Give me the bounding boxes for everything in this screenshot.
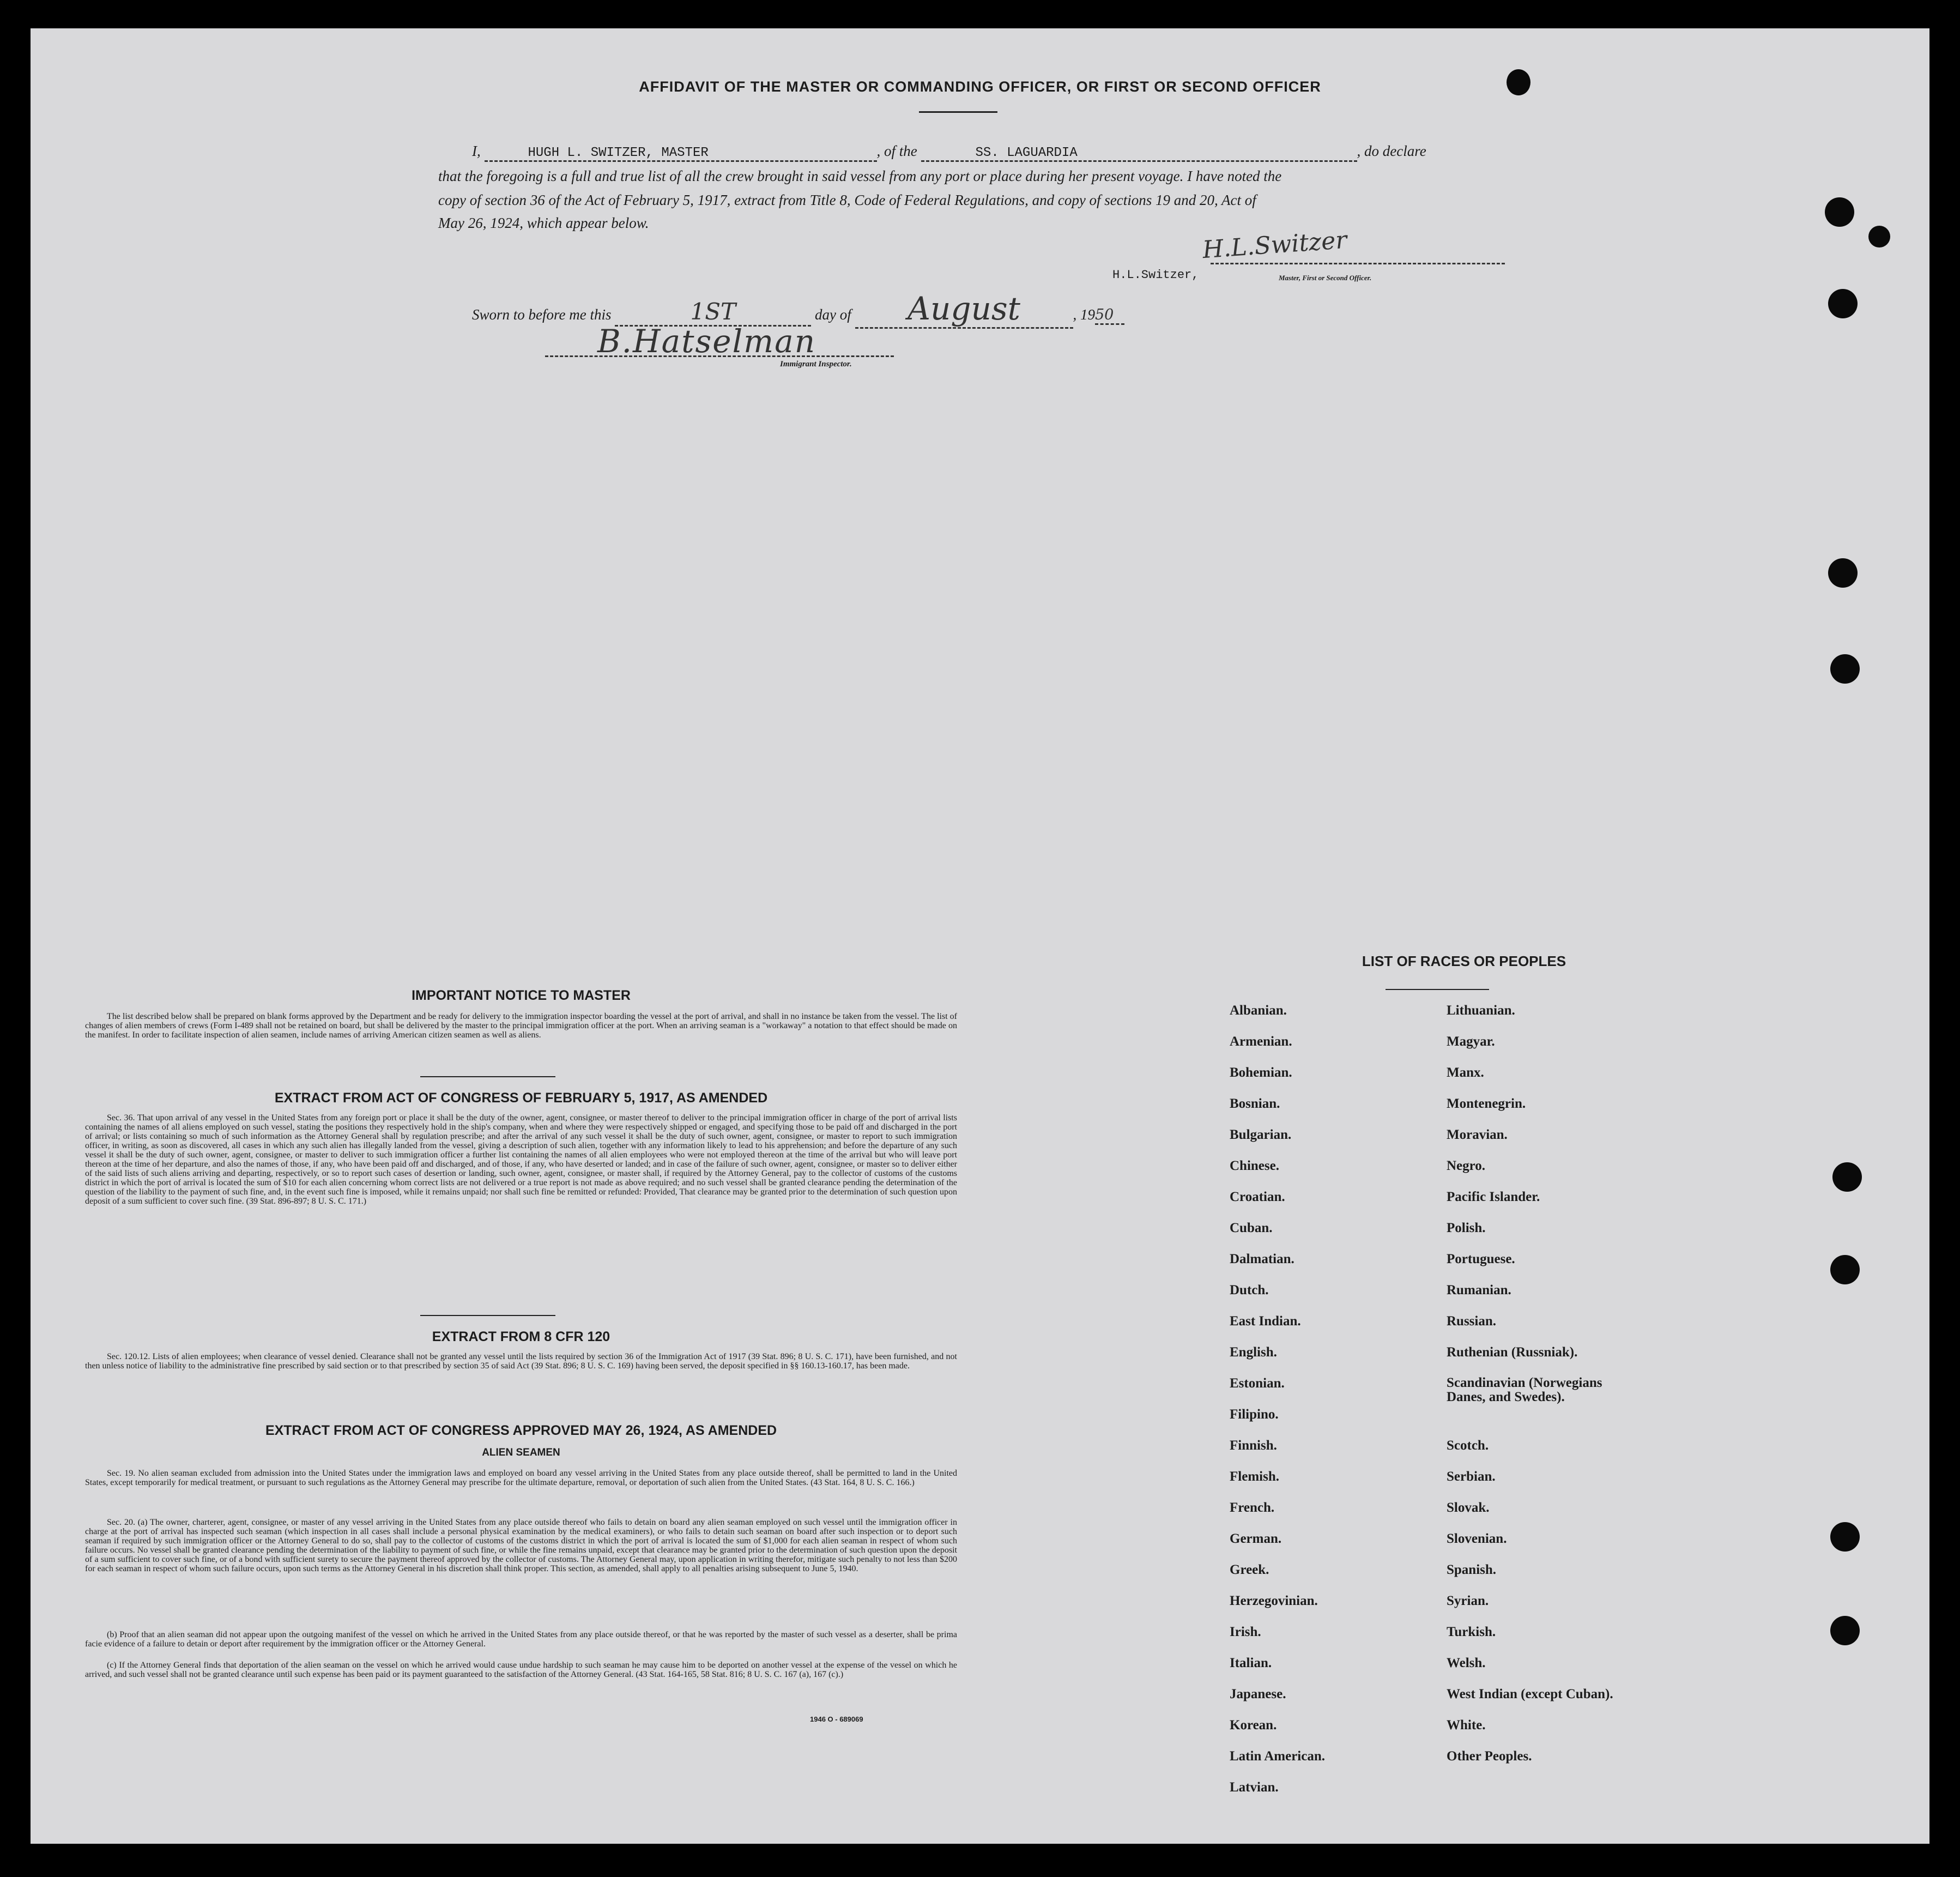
print-code: 1946 O - 689069 [810, 1715, 863, 1723]
year-field [1095, 306, 1124, 325]
declaration-prefix: I, [472, 143, 481, 159]
extract-1924-sec20c: (c) If the Attorney General finds that deportation of the alien seaman on the vessel on which he arrived would cause undue hardship to such seaman he may cause him to be deported on another vessel at the expense of the vessel on which he arrived, and such vessel shall not be granted clearance until such expense has been paid or its payment guaranteed to the satisfaction of the Attorney General. (43 Stat. 164-165, 58 Stat. 816; 8 U. S. C. 167 (a), 167 (c).) [85, 1661, 957, 1679]
declaration-line-4: May 26, 1924, which appear below. [438, 215, 649, 231]
race-item: Dutch. [1230, 1283, 1269, 1297]
notice-text: The list described below shall be prepared on blank forms approved by the Department and be ready for delivery to the immigration inspector boarding the vessel at the port of arrival, and shall in no instance be taken from the vessel. The list of changes of alien members of crews (Form I-489 shall not be retained on board, but shall be delivered by the master to the principal immigration officer at the port. When an arriving seaman is a "workaway" a notation to that effect should be made on the manifest. In order to facilitate inspection of alien seamen, include names of arriving American citizen seamen as well as aliens. [85, 1012, 957, 1040]
race-item: Magyar. [1447, 1034, 1495, 1049]
extract-1924-subheading: ALIEN SEAMEN [482, 1447, 560, 1458]
signatory-role: Master, First or Second Officer. [1279, 274, 1372, 282]
race-item: Korean. [1230, 1718, 1277, 1733]
race-item: Manx. [1447, 1065, 1484, 1080]
race-item: Turkish. [1447, 1625, 1496, 1639]
do-declare-text: , do declare [1357, 143, 1426, 159]
month-field [855, 290, 1073, 329]
extract-1917-rule [420, 1315, 555, 1316]
race-item: English. [1230, 1345, 1277, 1360]
race-item: Herzegovinian. [1230, 1594, 1318, 1608]
punch-hole [1825, 197, 1854, 227]
race-item: German. [1230, 1531, 1282, 1546]
race-item: Spanish. [1447, 1562, 1497, 1577]
race-item: Bosnian. [1230, 1096, 1280, 1111]
extract-1917-heading: EXTRACT FROM ACT OF CONGRESS OF FEBRUARY 5, 1917, AS AMENDED [274, 1090, 768, 1106]
vessel-field [921, 143, 1357, 162]
master-name: HUGH L. SWITZER, MASTER [528, 146, 709, 160]
race-item: Scandinavian (Norwegians Danes, and Swedes). [1447, 1375, 1602, 1404]
punch-hole [1828, 558, 1858, 588]
race-item: Portuguese. [1447, 1252, 1515, 1266]
race-item: Scotch. [1447, 1438, 1489, 1453]
day-of-text: day of [815, 306, 851, 323]
extract-1924-sec20b: (b) Proof that an alien seaman did not appear upon the outgoing manifest of the vessel on which he arrived in the United States from any place outside thereof, or that he was reported by the master of such vessel as a deserter, shall be prima facie evidence of a failure to detain or deport after requirement by the immigration officer or the Attorney General. [85, 1630, 957, 1649]
race-item: Other Peoples. [1447, 1749, 1532, 1764]
race-item: Latin American. [1230, 1749, 1325, 1764]
race-item: Italian. [1230, 1656, 1272, 1670]
master-signature: H.L.Switzer [1201, 226, 1348, 264]
extract-1924-sec20a: Sec. 20. (a) The owner, charterer, agent, consignee, or master of any vessel arriving in the United States from any place outside thereof who fails to detain on board any alien seaman employed on such vessel until the immigration officer in charge at the port of arrival has inspected such seaman (which inspection in all cases shall include a personal physical examination by the medical examiners), or who fails to detain such seaman on board after such inspection or to deport such seaman if required by such immigration officer or the Attorney General to do so, shall pay to the collector of customs of the customs district in which the port of arrival is located the sum of $1,000 for each alien seaman in respect of whom such failure occurs. No vessel shall be granted clearance pending the determination of the liability to payment of such fine, or while the fine remains unpaid, except that clearance may be granted prior to the determination of such question upon the deposit of a sum sufficient to cover such fine, or of a bond with sufficient surety to secure the payment thereof approved by the collector of customs. The Attorney General may, upon application in writing therefor, mitigate such penalty to not less than $200 for each seaman in respect of whom such failure occurs, upon such terms as the Attorney General in his discretion shall think proper. This section, as amended, shall apply to all penalties arising subsequent to June 5, 1940. [85, 1518, 957, 1573]
punch-hole [1830, 1522, 1860, 1552]
document-page [31, 28, 1929, 1844]
race-item: West Indian (except Cuban). [1447, 1687, 1613, 1701]
punch-hole [1828, 289, 1858, 318]
race-item: Rumanian. [1447, 1283, 1511, 1297]
typed-signatory: H.L.Switzer, [1112, 268, 1199, 282]
race-item: Russian. [1447, 1314, 1497, 1329]
race-item: East Indian. [1230, 1314, 1301, 1329]
title-rule [919, 111, 997, 113]
extract-1917-text: Sec. 36. That upon arrival of any vessel in the United States from any foreign port or place it shall be the duty of the owner, agent, consignee, or master thereof to deliver to the principal immigration officer in charge of the port of arrival lists containing the names of all aliens employed on such vessel, stating the positions they respectively hold in the ship's company, when and where they were respectively shipped or engaged, and specifying those to be paid off and discharged in the port of arrival; or lists containing so much of such information as the Attorney General shall by regulation prescribe; and after the arrival of any such vessel it shall be the duty of such owner, agent, consignee, or master to report to such immigration officer, in writing, as soon as discovered, all cases in which any such alien has illegally landed from the vessel, giving a description of such alien, together with any information likely to lead to his apprehension; and before the departure of any such vessel it shall be the duty of such owner, agent, consignee, or master to deliver to such immigration officer a further list containing the names of all alien employees who were not employed thereon at the time of the arrival but who will leave port thereon at the time of her departure, and also the names of those, if any, who have been paid off and discharged, and of those, if any, who have deserted or landed; and in case of the failure of such owner, agent, consignee, or master so to deliver either of the said lists of such aliens arriving and departing, respectively, or so to report such cases of desertion or landing, such owner, agent, consignee, or master shall, if required by the Attorney General, pay to the collector of customs of the customs district in which the port of arrival is located the sum of $10 for each alien concerning whom correct lists are not delivered or a true report is not made as above required; and no such vessel shall be granted clearance pending the determination of the question of the liability to the payment of such fine, and, in the event such fine is imposed, while it remains unpaid; nor shall such fine be remitted or refunded: Provided, That clearance may be granted prior to the determination of such question upon deposit of a sum sufficient to cover such fine. (39 Stat. 896-897; 8 U. S. C. 171.) [85, 1113, 957, 1206]
race-item: Estonian. [1230, 1376, 1285, 1391]
notice-heading: IMPORTANT NOTICE TO MASTER [412, 988, 631, 1003]
race-item: Albanian. [1230, 1003, 1287, 1018]
races-heading: LIST OF RACES OR PEOPLES [1362, 953, 1566, 969]
year-prefix: , 19 [1073, 306, 1095, 323]
inspector-role: Immigrant Inspector. [780, 360, 852, 369]
race-item: White. [1447, 1718, 1486, 1733]
inspector-signature-line [545, 355, 894, 357]
race-item: Pacific Islander. [1447, 1190, 1540, 1204]
extract-1924-heading: EXTRACT FROM ACT OF CONGRESS APPROVED MAY 26, 1924, AS AMENDED [265, 1423, 777, 1438]
punch-hole [1868, 226, 1890, 248]
race-item: Dalmatian. [1230, 1252, 1294, 1266]
race-item: Filipino. [1230, 1407, 1279, 1422]
extract-cfr-text: Sec. 120.12. Lists of alien employees; when clearance of vessel denied. Clearance shall not be granted any vessel until the lists required by section 36 of the Immigration Act of 1917 (39 Stat. 896; 8 U. S. C. 171), have been furnished, and not then unless notice of liability to the administrative fine prescribed by said section or to that prescribed by section 35 of said Act (39 Stat. 896; 8 U. S. C. 169) having been served, the deposit specified in §§ 160.13-160.17, has been made. [85, 1352, 957, 1371]
race-item: Greek. [1230, 1562, 1269, 1577]
race-item: Irish. [1230, 1625, 1261, 1639]
extract-cfr-heading: EXTRACT FROM 8 CFR 120 [432, 1329, 610, 1344]
declaration-line-2: that the foregoing is a full and true list of all the crew brought in said vessel from any port or place during her present voyage. I have noted the [438, 168, 1282, 184]
race-item: Slovak. [1447, 1500, 1490, 1515]
affidavit-title: AFFIDAVIT OF THE MASTER OR COMMANDING OFFICER, OR FIRST OR SECOND OFFICER [639, 79, 1321, 95]
sworn-year: 50 [1095, 306, 1114, 323]
punch-hole [1830, 654, 1860, 684]
race-item: Flemish. [1230, 1469, 1279, 1484]
punch-hole [1830, 1616, 1860, 1645]
inspector-signature: B.Hatselman [597, 323, 816, 360]
sworn-day: 1ST [690, 298, 736, 325]
race-item: Bulgarian. [1230, 1127, 1292, 1142]
race-item: French. [1230, 1500, 1275, 1515]
race-item: Cuban. [1230, 1221, 1273, 1235]
race-item: Negro. [1447, 1158, 1486, 1173]
race-item: Lithuanian. [1447, 1003, 1515, 1018]
race-item: Ruthenian (Russniak). [1447, 1345, 1578, 1360]
race-item: Japanese. [1230, 1687, 1286, 1701]
signature-line [1211, 263, 1505, 264]
race-item: Croatian. [1230, 1190, 1285, 1204]
race-item: Slovenian. [1447, 1531, 1507, 1546]
punch-hole [1830, 1255, 1860, 1284]
punch-hole [1832, 1162, 1862, 1192]
race-item: Moravian. [1447, 1127, 1508, 1142]
race-item: Latvian. [1230, 1780, 1279, 1795]
race-item: Polish. [1447, 1221, 1486, 1235]
race-item: Finnish. [1230, 1438, 1277, 1453]
sworn-month: August [908, 290, 1020, 327]
race-item: Montenegrin. [1447, 1096, 1526, 1111]
of-the-text: , of the [876, 143, 917, 159]
sworn-prefix: Sworn to before me this [472, 306, 612, 323]
race-item: Syrian. [1447, 1594, 1489, 1608]
master-name-field [485, 143, 877, 162]
race-item: Bohemian. [1230, 1065, 1292, 1080]
race-item: Serbian. [1447, 1469, 1496, 1484]
race-item: Welsh. [1447, 1656, 1486, 1670]
notice-rule [420, 1076, 555, 1077]
extract-1924-sec19: Sec. 19. No alien seaman excluded from admission into the United States under the immigration laws and employed on board any vessel arriving in the United States from any place outside thereof, shall be permitted to land in the United States, except temporarily for medical treatment, or pursuant to such regulations as the Attorney General may prescribe for the ultimate departure, removal, or deportation of such alien from the United States. (43 Stat. 164, 8 U. S. C. 166.) [85, 1469, 957, 1487]
races-rule [1386, 989, 1489, 990]
vessel-name: SS. LAGUARDIA [975, 146, 1078, 160]
race-item: Armenian. [1230, 1034, 1292, 1049]
race-item: Chinese. [1230, 1158, 1279, 1173]
declaration-line-1 [472, 143, 1780, 162]
declaration-line-3: copy of section 36 of the Act of February 5, 1917, extract from Title 8, Code of Federal Regulations, and copy of sections 19 and 20, Act of [438, 192, 1256, 208]
